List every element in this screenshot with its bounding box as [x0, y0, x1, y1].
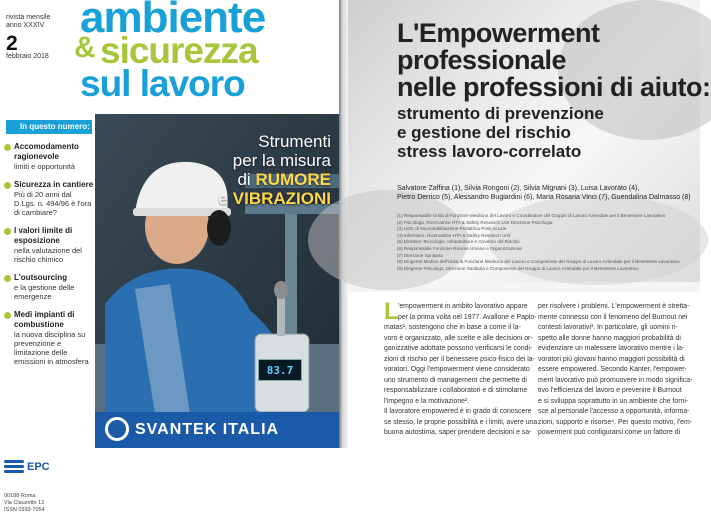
periodical-year: anno XXXIV — [6, 22, 45, 29]
masthead-ampersand: & — [74, 31, 96, 64]
publisher-logo — [4, 459, 94, 475]
body-line: contesti lavorativi³. In particolare, gli uomini ri- — [538, 324, 678, 331]
feature-keyword-rumore: RUMORE — [255, 170, 331, 189]
sponsor-banner[interactable] — [95, 412, 339, 448]
author-affiliations — [397, 213, 697, 272]
feature-line: per la misura — [232, 151, 331, 170]
cover-periodical-info — [6, 14, 50, 30]
body-line: 'empowerment in ambito lavorativo appare — [398, 303, 528, 310]
feature-line: e VIBRAZIONI — [218, 189, 331, 208]
toc-item[interactable] — [2, 226, 95, 264]
article-page — [348, 0, 711, 448]
epc-logo-icon — [4, 459, 24, 475]
bullet-icon — [4, 182, 11, 189]
toc-item[interactable] — [2, 180, 95, 217]
body-line: zioni di rischio per il benessere psico-fisico dei la- — [384, 355, 535, 363]
address-line: Via Clauzetto 12 — [4, 500, 45, 506]
affiliation-line: (5) Direttore Tecnologie, Infrastrutture e Governo del Rischio — [397, 239, 520, 245]
toc-item-subtitle: e la gestione delle emergenze — [14, 283, 75, 301]
issn-line: ISSN 0393-7054 — [4, 507, 45, 513]
sound-meter-display: 83.7 — [258, 359, 302, 381]
toc-item-title: L'outsourcing — [14, 273, 68, 282]
affiliation-line: (3) UOC di Neuroriabilitazione Pediatrica Posti Acuzie — [397, 226, 507, 232]
body-line: voro è organizzato, alle scelte e alle decisioni or- — [384, 334, 533, 342]
publisher-address — [4, 493, 94, 514]
article-subtitle-line: stress lavoro-correlato — [397, 142, 582, 161]
masthead-sul-lavoro: sul lavoro — [80, 63, 245, 104]
body-line: powerment può configurarsi come un fattore di — [538, 429, 681, 436]
article-subtitle-line: e gestione del rischio — [397, 123, 571, 142]
affiliation-line: (9) Dirigente Psicologo, Direzione Sanitaria e Componente del Gruppo di Lavoro Aziendale per il Benessere Lavorativo — [397, 265, 639, 271]
magazine-cover — [0, 0, 339, 513]
toc-item-title: Accomodamento ragionevole — [14, 142, 79, 161]
affiliation-line: (8) Dirigente Medico dell'Unità di Funzione Medicina del Lavoro e Componente del Gruppo di Lavoro Aziendale per il Benessere Lavorativo — [397, 259, 680, 265]
toc-item-subtitle: limiti e opportunità — [14, 162, 75, 171]
article-subtitle-line: strumento di prevenzione — [397, 104, 604, 123]
body-line: matas¹, sostengono che in base a come il la- — [384, 324, 521, 331]
article-column-2 — [538, 302, 693, 439]
article-title-line: nelle professioni di aiuto: — [397, 72, 711, 102]
affiliation-line: (7) Direzione Sanitaria — [397, 252, 443, 258]
issue-date: febbraio 2018 — [6, 53, 49, 60]
article-hero-image — [348, 0, 711, 282]
body-line: se stesso, le proprie possibilità e i limiti, avere una — [384, 418, 538, 426]
toc-item[interactable] — [2, 142, 95, 171]
bullet-icon — [4, 312, 11, 319]
article-column-1 — [384, 298, 538, 439]
body-line: per la prima volta nel 1977. Avallone e Paplo- — [398, 313, 537, 321]
affiliation-line: (1) Responsabile Unità di Funzione Medicina del Lavoro e Coordinatore del Gruppo di Lavoro Aziendale per il Benessere Lavorativo — [397, 213, 666, 218]
body-line: zioni, supporto e risorse⁴. Per questo motivo, l'em- — [538, 418, 693, 426]
toc-item[interactable] — [2, 273, 95, 301]
body-line: e si sviluppa soprattutto in un ambiente che forni- — [538, 397, 689, 405]
table-of-contents — [2, 142, 95, 375]
svantek-logo-icon — [105, 417, 129, 441]
body-line: ment lavorativo può promuovere in modo significa- — [538, 376, 693, 384]
masthead-ambiente: ambiente — [80, 0, 266, 42]
authors-line: Pietro Derrico (5), Alessandro Bugiardini (6), Maria Rosaria Vinci (7), Guendalina Dalmasso (8) — [397, 193, 691, 201]
article-title — [397, 20, 711, 101]
feature-line: Strumenti — [258, 132, 331, 151]
feature-headline — [219, 132, 331, 208]
body-line: responsabilizzare i collaboratori e di stimolarne — [384, 387, 528, 394]
bullet-icon — [4, 144, 11, 151]
body-line: Il lavoratore empowered è in grado di conoscere — [384, 408, 532, 415]
body-line: uno strumento di management che permette di — [384, 376, 527, 384]
affiliation-line: (4) Infermiere, Ricercatrice HTA & Safety Research Unit — [397, 232, 511, 238]
article-title-line: professionale — [397, 45, 567, 75]
masthead-sicurezza: sicurezza — [100, 30, 258, 71]
bullet-icon — [4, 275, 11, 282]
body-line: essere empowered. Secondo Kanter, l'empower- — [538, 366, 687, 373]
feature-line: di RUMORE — [237, 170, 331, 189]
toc-item[interactable] — [2, 310, 95, 366]
body-line: evidenziare un malessere lavorativo mentre i la- — [538, 345, 685, 352]
body-line: buona autostima, saper prendere decisioni e sa- — [384, 429, 532, 436]
toc-item-title: Sicurezza in cantiere — [14, 180, 94, 189]
article-subtitle — [397, 104, 604, 161]
cover-photo — [95, 114, 339, 448]
body-line: voratori più giovani hanno maggiori possibilità di — [538, 355, 685, 363]
toc-item-subtitle: la nuova disciplina su prevenzione e limitazione delle emissioni in atmosfera — [14, 330, 89, 366]
toc-item-subtitle: nella valutazione del rischio chimico — [14, 246, 82, 264]
publisher-name: EPC — [27, 461, 50, 473]
article-title-line: L'Empowerment — [397, 18, 600, 48]
article-body — [348, 292, 700, 448]
sponsor-name: SVANTEK ITALIA — [135, 421, 280, 438]
toc-item-subtitle: Più di 20 anni dal D.Lgs. n. 494/96 è l'ora di cambiare? — [14, 190, 92, 217]
body-line: mente connesso con il fenomeno del Burnout nei — [538, 313, 688, 321]
drop-cap: L — [384, 298, 399, 325]
publisher-block — [4, 459, 94, 514]
toc-item-title: Medi impianti di combustione — [14, 310, 75, 329]
body-line: per risolvere i problemi. L'empowerment è stretta- — [538, 303, 690, 310]
issue-number: 2 — [6, 32, 18, 55]
address-line: 00188 Roma — [4, 493, 36, 499]
body-line: spetto alle donne hanno maggiori probabilità di — [538, 334, 681, 342]
periodical-type: rivista mensile — [6, 14, 51, 21]
affiliation-line: (2) Psicologa, Ricercatrice HTA & Safety Research Unit Direzione Psicologia — [397, 219, 553, 225]
toc-item-title: I valori limite di esposizione — [14, 226, 73, 245]
feature-keyword-vibrazioni: VIBRAZIONI — [232, 189, 331, 208]
authors-line: Salvatore Zaffina (1), Silvia Rongoni (2), Silvia Mignani (3), Luisa Lavorato (4), — [397, 185, 640, 192]
in-this-issue-header: In questo numero: — [6, 120, 92, 134]
cover-sidebar — [0, 114, 95, 513]
body-line: tivo l'efficienza del lavoro e prevenire il Burnout — [538, 387, 682, 394]
article-authors — [397, 185, 697, 202]
affiliation-line: (6) Responsabile Funzione Risorse Umane e Organizzazione — [397, 245, 522, 251]
body-line: voratori. Oggi l'empowerment viene considerato — [384, 366, 530, 373]
body-line: l'impegno e la motivazione². — [384, 397, 470, 405]
body-line: sce al personale l'accesso a opportunità, informa- — [538, 408, 690, 415]
bullet-icon — [4, 228, 11, 235]
body-line: ganizzative adottate possono verificarsi le condi- — [384, 345, 533, 352]
